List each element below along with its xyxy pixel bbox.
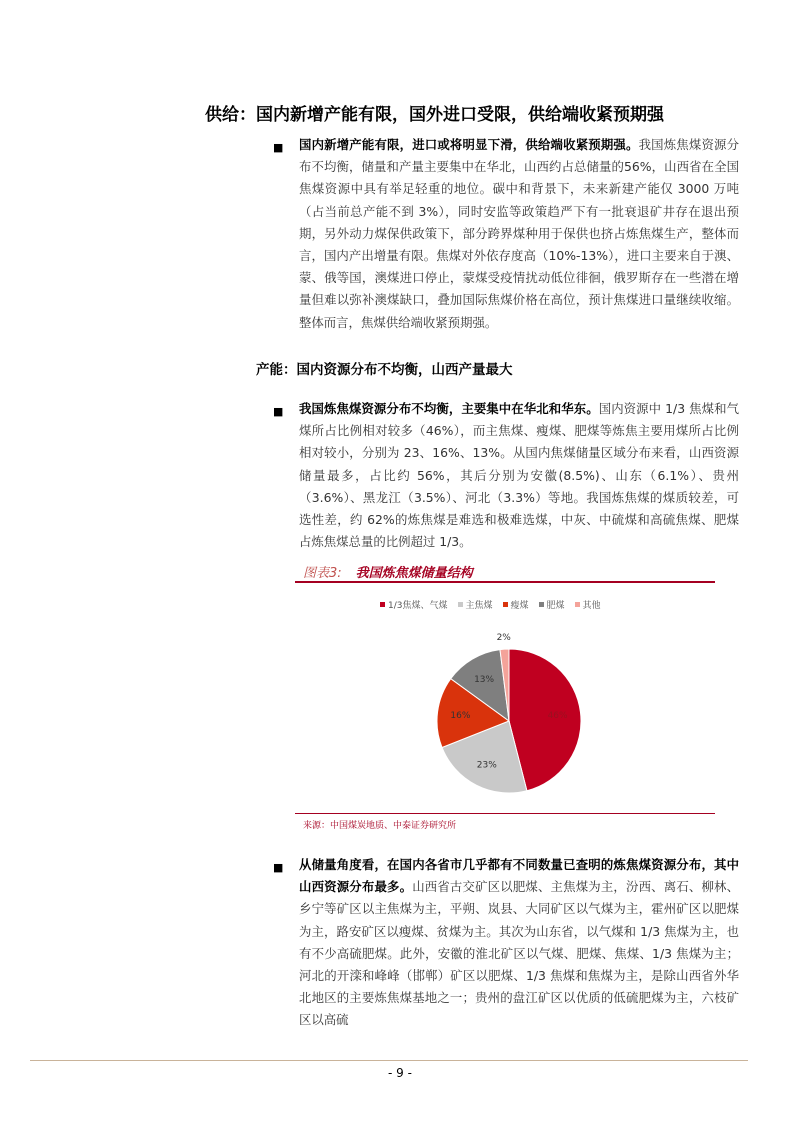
pie-data-label: 23% — [476, 760, 497, 771]
bullet-marker: ■ — [273, 141, 284, 154]
page-number: - 9 - — [388, 1066, 412, 1080]
legend-item — [575, 597, 601, 611]
pie-data-label: 13% — [474, 674, 495, 685]
paragraph-capacity — [299, 398, 739, 553]
legend-swatch — [575, 602, 580, 607]
legend-item — [539, 597, 565, 611]
paragraph-body: 国内资源中 1/3 焦煤和气煤所占比例相对较多（46%），而主焦煤、瘦煤、肥煤等炼焦主要用煤所占比例相对较小，分别为 23、16%、13%。从国内焦煤储量区域分布来看，山西资源储量最多，占比约 56%，其后分别为安徽(8.5%)、山东（6.1%）、贵州（3.6%）、黑龙江（3.5%）、河北（3.3%）等地。我国炼焦煤的煤质较差，可选性差，约 62%的炼焦煤是难选和极难选煤，中灰、中硫煤和高硫焦煤、肥煤占炼焦煤总量的比例超过 1/3。 — [299, 401, 740, 550]
paragraph-lead: 从储量角度看，在国内各省市几乎都有不同数量已查明的炼焦煤资源分布，其中山西资源分布最多。 — [299, 857, 739, 895]
legend-swatch — [539, 602, 544, 607]
chart-legend — [380, 597, 680, 611]
paragraph-lead: 我国炼焦煤资源分布不均衡，主要集中在华北和华东。 — [299, 401, 599, 416]
paragraph-lead: 国内新增产能有限，进口或将明显下滑，供给端收紧预期强。 — [299, 137, 639, 152]
paragraph-body: 我国炼焦煤资源分布不均衡，储量和产量主要集中在华北，山西约占总储量的56%，山西省在全国焦煤资源中具有举足轻重的地位。碳中和背景下，未来新建产能仅 3000 万吨（占当前总产能不到 3%），同时安监等政策趋严下有一批衰退矿井存在退出预期，另外动力煤保供政策下，部分跨界煤种用于保供也挤占炼焦煤生产，整体而言，国内产出增量有限。焦煤对外依存度高（10%-13%），进口主要来自于澳、蒙、俄等国，澳煤进口停止，蒙煤受疫情扰动低位徘徊，俄罗斯存在一些潜在增量但难以弥补澳煤缺口，叠加国际焦煤价格在高位，预计焦煤进口量继续收缩。整体而言，焦煤供给端收紧预期强。 — [299, 137, 740, 330]
figure-title: 我国炼焦煤储量结构 — [355, 566, 473, 581]
footer-rule — [30, 1060, 748, 1061]
pie-data-label: 2% — [496, 633, 511, 644]
section-heading: 供给：国内新增产能有限，国外进口受限，供给端收紧预期强 — [205, 105, 664, 125]
pie-data-label: 46% — [547, 710, 568, 721]
legend-item — [380, 597, 448, 611]
legend-label: 主焦煤 — [465, 600, 493, 611]
paragraph-reserves — [299, 854, 739, 1032]
legend-label: 肥煤 — [546, 600, 565, 611]
legend-item — [458, 597, 493, 611]
legend-label: 其他 — [582, 600, 601, 611]
figure-caption — [303, 562, 723, 581]
pie-data-label: 16% — [450, 710, 471, 721]
figure-source: 来源：中国煤炭地质、中泰证券研究所 — [303, 821, 457, 831]
figure-top-rule — [295, 581, 715, 583]
legend-swatch — [503, 602, 508, 607]
pie-chart — [409, 620, 609, 810]
legend-swatch — [380, 602, 385, 607]
paragraph-supply — [299, 134, 739, 334]
subsection-heading: 产能：国内资源分布不均衡，山西产量最大 — [256, 362, 513, 378]
legend-label: 瘦煤 — [510, 600, 529, 611]
legend-label: 1/3焦煤、气煤 — [388, 600, 448, 611]
legend-item — [503, 597, 529, 611]
figure-bottom-rule — [295, 813, 715, 814]
legend-swatch — [458, 602, 463, 607]
bullet-marker: ■ — [273, 405, 284, 418]
figure-label: 图表3: — [303, 566, 342, 581]
paragraph-body: 山西省古交矿区以肥煤、主焦煤为主，汾西、离石、柳林、乡宁等矿区以主焦煤为主，平朔、岚县、大同矿区以气煤为主，霍州矿区以肥煤为主，路安矿区以瘦煤、贫煤为主。其次为山东省，以气煤和 1/3 焦煤为主，也有不少高硫肥煤。此外，安徽的淮北矿区以气煤、肥煤、焦煤、1/3 焦煤为主；河北的开滦和峰峰（邯郸）矿区以肥煤、1/3 焦煤和焦煤为主，是除山西省外华北地区的主要炼焦煤基地之一；贵州的盘江矿区以优质的低硫肥煤为主，六枝矿区以高硫 — [299, 879, 740, 1028]
bullet-marker: ■ — [273, 861, 284, 874]
